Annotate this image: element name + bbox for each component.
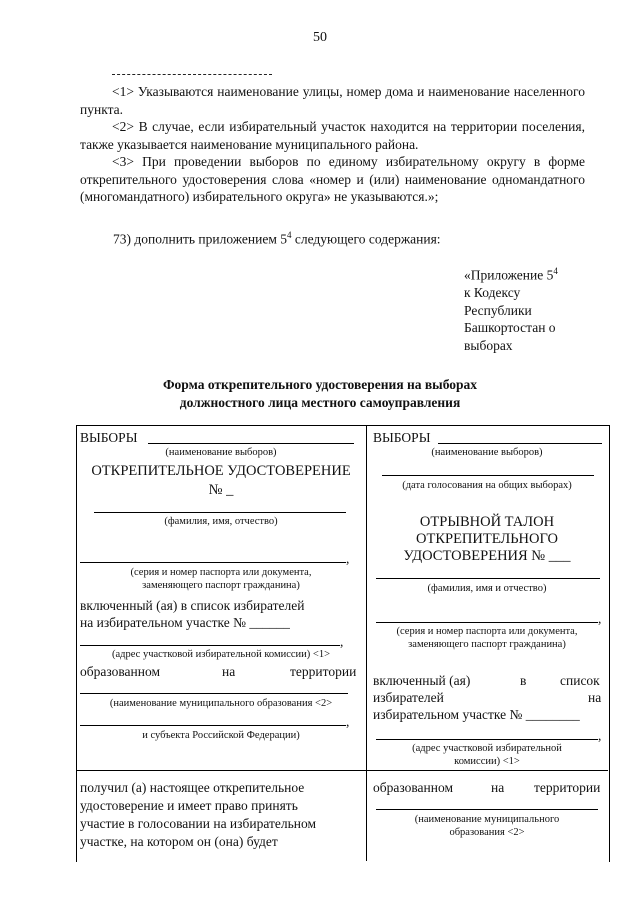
item-73-sup: 4 [287,230,292,240]
stub-title-1: ОТРЫВНОЙ ТАЛОН [419,514,555,530]
right-fio-line [376,578,600,579]
footnotes [80,83,585,206]
certificate-title: ОТКРЕПИТЕЛЬНОЕ УДОСТОВЕРЕНИЕ [91,463,351,479]
right-included-line-2b: на [588,690,602,705]
footnote-1: <1> Указываются наименование улицы, номер дома и наименование населенного пункта. [80,84,585,117]
right-municipal-caption-2: образования <2> [449,827,525,838]
left-formed-word-1: образованном [80,664,161,679]
left-passport-caption-2: заменяющего паспорт гражданина) [142,580,300,591]
appendix-line-2: к Кодексу [464,285,521,300]
right-passport-caption-1: (серия и номер паспорта или документа, [396,626,578,637]
left-received-3: участие в голосовании на избирательном [80,816,317,831]
left-elections-label: ВЫБОРЫ [80,430,138,445]
right-date-line [382,475,594,476]
left-passport-comma: , [346,551,350,566]
form-title-line-2: должностного лица местного самоуправления [179,395,461,410]
right-passport-line [376,622,598,623]
right-included-word-2: в [520,673,527,688]
right-passport-comma: , [598,611,602,626]
left-formed-word-3: территории [290,664,357,679]
right-formed-word-2: на [491,780,505,795]
left-passport-line [80,562,346,563]
left-address-comma: , [340,634,344,649]
right-address-caption-1: (адрес участковой избирательной [412,743,562,754]
page-number: 50 [313,30,327,45]
left-fio-caption: (фамилия, имя, отчество) [164,516,278,527]
row-divider-right [367,770,608,771]
right-fio-caption: (фамилия, имя и отчество) [427,583,547,594]
form-title [0,376,640,412]
left-elections-line [148,443,354,444]
left-received-1: получил (а) настоящее открепительное [80,780,305,795]
left-municipal-caption: (наименование муниципального образования <2> [109,698,333,709]
left-address-line [80,645,340,646]
right-included-word-3: список [560,673,600,688]
right-formed-word-3: территории [534,780,601,795]
right-elections-caption: (наименование выборов) [431,447,543,458]
appendix-heading [464,263,594,354]
right-elections-label: ВЫБОРЫ [373,430,431,445]
left-included-2: на избирательном участке № ______ [80,615,290,630]
certificate-number: № _ [208,482,234,498]
left-subject-line [80,725,346,726]
form-title-line-1: Форма открепительного удостоверения на выборах [162,377,478,392]
left-subject-comma: , [346,714,350,729]
item-73-tail: следующего содержания: [291,231,441,247]
left-fio-line [94,512,346,513]
right-address-comma: , [598,728,602,743]
stub-title-3: УДОСТОВЕРЕНИЯ № ___ [403,548,571,564]
item-73 [113,230,441,248]
item-73-text: 73) дополнить приложением 5 [113,231,288,247]
column-divider [366,425,367,861]
appendix-line-3: Республики [464,302,532,318]
right-address-line [376,739,598,740]
left-passport-caption-1: (серия и номер паспорта или документа, [130,567,312,578]
appendix-line-4: Башкортостан о [464,320,556,335]
row-divider-left [76,770,366,771]
right-municipal-line [376,809,598,810]
right-included-line-2a: избирателей [373,690,444,705]
left-subject-caption: и субъекта Российской Федерации) [142,730,300,741]
footnote-2: <2> В случае, если избирательный участок находится на территории поселения, также указывается наименование муниципального района. [80,119,585,152]
appendix-line-5: выборах [464,337,513,353]
appendix-line-1 [464,263,594,284]
right-passport-caption-2: заменяющего паспорт гражданина) [408,639,566,650]
left-elections-caption: (наименование выборов) [165,447,277,458]
stub-title-2: ОТКРЕПИТЕЛЬНОГО [416,531,558,547]
footnote-separator [112,74,272,75]
right-included-word-1: включенный (ая) [373,673,471,688]
left-address-caption: (адрес участковой избирательной комиссии) <1> [111,649,330,660]
right-municipal-caption-1: (наименование муниципального [414,814,560,825]
left-received-2: удостоверение и имеет право принять [80,798,298,813]
right-included-line-3: избирательном участке № ________ [373,707,580,722]
right-date-caption: (дата голосования на общих выборах) [402,480,572,491]
right-address-caption-2: комиссии) <1> [454,756,520,767]
footnote-3: <3> При проведении выборов по единому избирательному округу в форме открепительного удостоверения слова «номер и (или) наименование одномандатного (многомандатного) избирательного округа» не указываются.»; [80,154,585,204]
appendix-line-1-text: «Приложение 5 [464,267,554,283]
appendix-sup: 4 [553,266,558,276]
left-formed-word-2: на [222,664,236,679]
right-formed-word-1: образованном [373,780,454,795]
right-elections-line [438,443,602,444]
left-included-1: включенный (ая) в список избирателей [80,598,305,613]
left-received-4: участке, на котором он (она) будет [80,834,278,849]
left-municipal-line [80,693,348,694]
